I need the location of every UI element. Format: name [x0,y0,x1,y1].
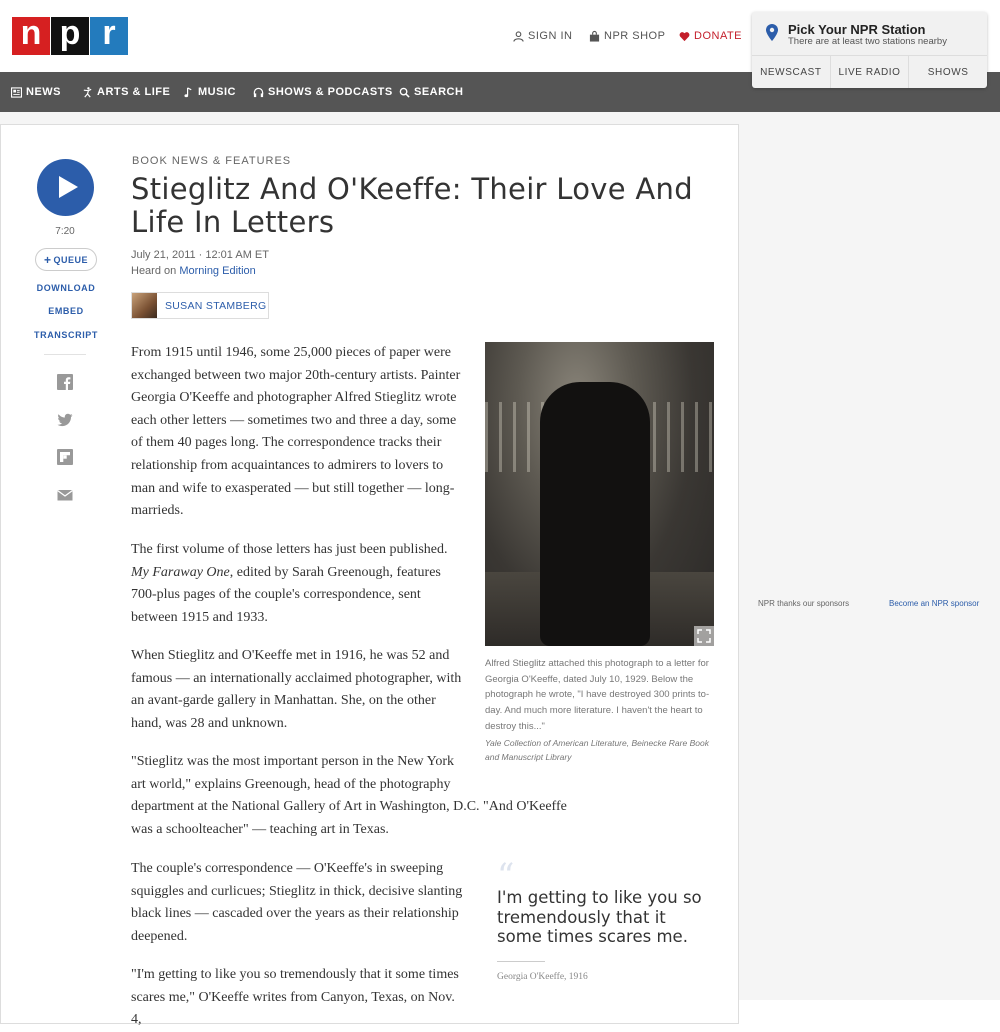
nav-item-arts-life[interactable] [82,86,170,98]
article-headline: Stieglitz And O'Keeffe: Their Love And Life In Letters [131,172,693,239]
music-note-icon [183,87,194,98]
headphones-icon [253,87,264,98]
section-label[interactable]: BOOK NEWS & FEATURES [132,155,292,167]
nav-item-search[interactable] [399,86,463,98]
donate-label: DONATE [694,30,743,42]
search-icon [399,87,410,98]
plus-icon: + [43,252,52,267]
queue-label: QUEUE [53,254,89,265]
article-paragraph: From 1915 until 1946, some 25,000 pieces of paper were exchanged between two major 20th-century artists. Painter Georgia O'Keeffe and photographer Alfred Stieglitz wrote each other letters — sometimes two and three a day, some of them 40 pages long. The correspondence tracks their relationship from acquaintances to admirers to lovers to man and wife to exasperated — but still together — long-marrieds. [131,345,461,519]
sign-in-link[interactable] [513,30,572,42]
sign-in-label: SIGN IN [528,30,573,42]
station-tabs [752,55,987,88]
newspaper-icon [11,87,22,98]
rail-divider [44,354,86,355]
station-title[interactable]: Pick Your NPR Station [788,22,926,37]
station-subtitle: There are at least two stations nearby [788,36,947,47]
embed-link[interactable]: EMBED [48,306,84,316]
twitter-icon[interactable] [57,412,73,428]
donate-link[interactable] [679,30,742,42]
pull-quote: I'm getting to like you so tremendously that it some times scares me. [497,888,702,946]
photo-figure [540,382,650,646]
program-link[interactable]: Morning Edition [179,265,256,277]
nav-music-label: MUSIC [198,86,236,98]
nav-news-label: NEWS [26,86,61,98]
sponsor-thanks: NPR thanks our sponsors [758,599,850,608]
tab-newscast[interactable]: NEWSCAST [752,56,831,88]
user-icon [513,31,524,42]
logo-letter-r: r [90,17,128,55]
avatar [132,293,157,318]
nav-arts-label: ARTS & LIFE [97,86,171,98]
article-date: July 21, 2011 · 12:01 AM ET [131,249,269,261]
heard-on [131,265,256,277]
audio-duration: 7:20 [55,226,75,237]
shopping-bag-icon [589,31,600,42]
expand-icon[interactable] [694,626,714,646]
paragraph-text: The first volume of those letters has just been published. [131,542,448,557]
article-paragraph: When Stieglitz and O'Keeffe met in 1916, he was 52 and famous — an internationally acclaimed photographer, with an avant-garde gallery in Manhattan. She, on the other hand, was 28 and unknown. [131,648,462,731]
nav-item-shows-podcasts[interactable] [253,86,393,98]
author-name[interactable]: SUSAN STAMBERG [165,299,267,312]
nav-item-music[interactable] [183,86,236,98]
article-paragraph: The couple's correspondence — O'Keeffe's in sweeping squiggles and curlicues; Stieglitz in thick, decisive slanting black lines — cascaded over the years as their relationship deepened. [131,861,463,944]
quote-attribution: Georgia O'Keeffe, 1916 [497,972,588,982]
author-byline[interactable] [131,292,269,319]
play-button[interactable] [37,159,94,216]
queue-button[interactable] [35,248,97,271]
flipboard-icon[interactable] [57,449,73,465]
heard-on-prefix: Heard on [131,265,180,277]
photo-credit: Yale Collection of American Literature, Beinecke Rare Book and Manuscript Library [485,738,709,762]
paragraph-text: "Stieglitz was the most important person in the New York art world," explains Greenough, head of the photography [131,754,455,792]
paragraph-text: department at the National Gallery of Art in Washington, D.C. "And O'Keeffe was a schoolteacher" — teaching art in Texas. [131,799,567,837]
npr-logo[interactable] [12,14,129,55]
transcript-link[interactable]: TRANSCRIPT [34,330,98,340]
download-link[interactable]: DOWNLOAD [36,283,96,293]
quote-divider [497,961,545,962]
npr-shop-link[interactable] [589,30,665,42]
book-title: My Faraway One [131,564,230,580]
dancer-icon [82,87,93,98]
paragraph-text: , edited by Sarah Greenough, features 700-plus pages of the couple's correspondence, sent between 1915 and 1933. [131,564,441,625]
location-pin-icon [766,24,778,41]
heart-icon [679,31,690,42]
tab-live-radio[interactable]: LIVE RADIO [831,56,910,88]
article-paragraph [131,751,586,841]
nav-shows-label: SHOWS & PODCASTS [268,86,393,98]
tab-shows[interactable]: SHOWS [927,66,969,78]
photo-caption: Alfred Stieglitz attached this photograph to a letter for Georgia O'Keeffe, dated July 10, 1929. Below the photograph he wrote, "I have destroyed 300 prints to-day. And much more literature. I haven't the heart to destroy this..." [485,658,710,732]
logo-letter-p: p [51,17,89,55]
nav-item-news[interactable] [11,86,61,98]
article-photo[interactable] [485,342,714,646]
facebook-icon[interactable] [57,374,73,390]
email-icon[interactable] [57,487,73,503]
npr-shop-label: NPR SHOP [604,30,666,42]
logo-letter-n: n [12,17,50,55]
station-picker[interactable] [752,12,987,88]
article-paragraph: "I'm getting to like you so tremendously that it some times scares me," O'Keeffe writes from Canyon, Texas, on Nov. 4, [131,967,459,1028]
become-sponsor-link[interactable]: Become an NPR sponsor [889,599,980,608]
article-paragraph [131,539,463,629]
nav-search-label: SEARCH [414,86,464,98]
quote-mark-icon: “ [497,856,515,896]
